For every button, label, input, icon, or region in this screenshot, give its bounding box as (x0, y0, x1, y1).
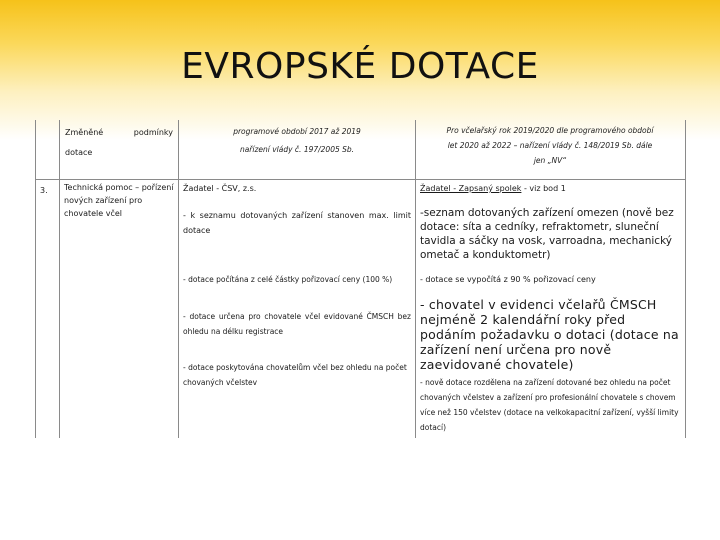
old-colonies: - dotace poskytována chovatelům včel bez ohledu na počet chovaných včelstev (183, 363, 407, 387)
header-old-period: programové období 2017 až 2019 (233, 127, 361, 136)
table-divider-3 (415, 120, 416, 438)
page-title: EVROPSKÉ DOTACE (181, 46, 539, 87)
header-new-line-2: let 2020 až 2022 – nařízení vlády č. 148/2019 Sb. dále (447, 141, 653, 150)
new-applicant (420, 182, 682, 195)
comparison-table (35, 120, 686, 438)
row-number: 3. (40, 186, 48, 195)
header-cell-old-period (185, 123, 409, 159)
table-divider-2 (178, 120, 179, 438)
measure-name: Technická pomoc – pořízení nových zařízení pro chovatele včel (64, 183, 174, 218)
header-word-subsidy: dotace (65, 148, 93, 157)
old-applicant: Žadatel - ČSV, z.s. (183, 184, 257, 193)
new-applicant-text: Žadatel - Zapsaný spolek (420, 184, 522, 193)
header-cell-new-period (419, 123, 681, 168)
header-old-regulation: nařízení vlády č. 197/2005 Sb. (239, 145, 355, 154)
new-colonies: - nově dotace rozdělena na zařízení dotované bez ohledu na počet chovaných včelstev a zařízení pro profesionální chovatele s chovem více než 150 včelstev (dotace na velkokapacitní zařízení, vyšší limity dotací) (420, 378, 679, 432)
header-word-conditions: podmínky (133, 128, 173, 137)
old-eligibility: - dotace určena pro chovatele včel evidované ČMSCH bez ohledu na délku registrace (183, 312, 411, 336)
header-divider (35, 179, 686, 180)
new-equipment-list: -seznam dotovaných zařízení omezen (nově bez dotace: síta a cedníky, refraktometr, sluneční tavidla a sáčky na vosk, varroadna, mechanický ometač a konduktometr) (420, 207, 674, 261)
table-divider-1 (59, 120, 60, 438)
new-eligibility: - chovatel v evidenci včelařů ČMSCH nejméně 2 kalendářní roky před podáním požadavku o dotaci (dotace na zařízení není určena pro nově zaevidované chovatele) (420, 297, 679, 372)
old-limit: - k seznamu dotovaných zařízení stanoven max. limit dotace (183, 211, 411, 235)
header-new-line-3: jen „NV“ (533, 156, 567, 165)
table-border-left (35, 120, 36, 438)
header-new-line-1: Pro včelařský rok 2019/2020 dle programového období (446, 126, 654, 135)
header-cell-changed-conditions (65, 123, 173, 163)
new-applicant-ref: - viz bod 1 (521, 184, 566, 193)
old-rate: - dotace počítána z celé částky pořizovací ceny (100 %) (183, 275, 393, 284)
new-rate: - dotace se vypočítá z 90 % pořizovací ceny (420, 275, 596, 284)
table-border-right (685, 120, 686, 438)
header-word-changed: Změněné (65, 128, 104, 137)
